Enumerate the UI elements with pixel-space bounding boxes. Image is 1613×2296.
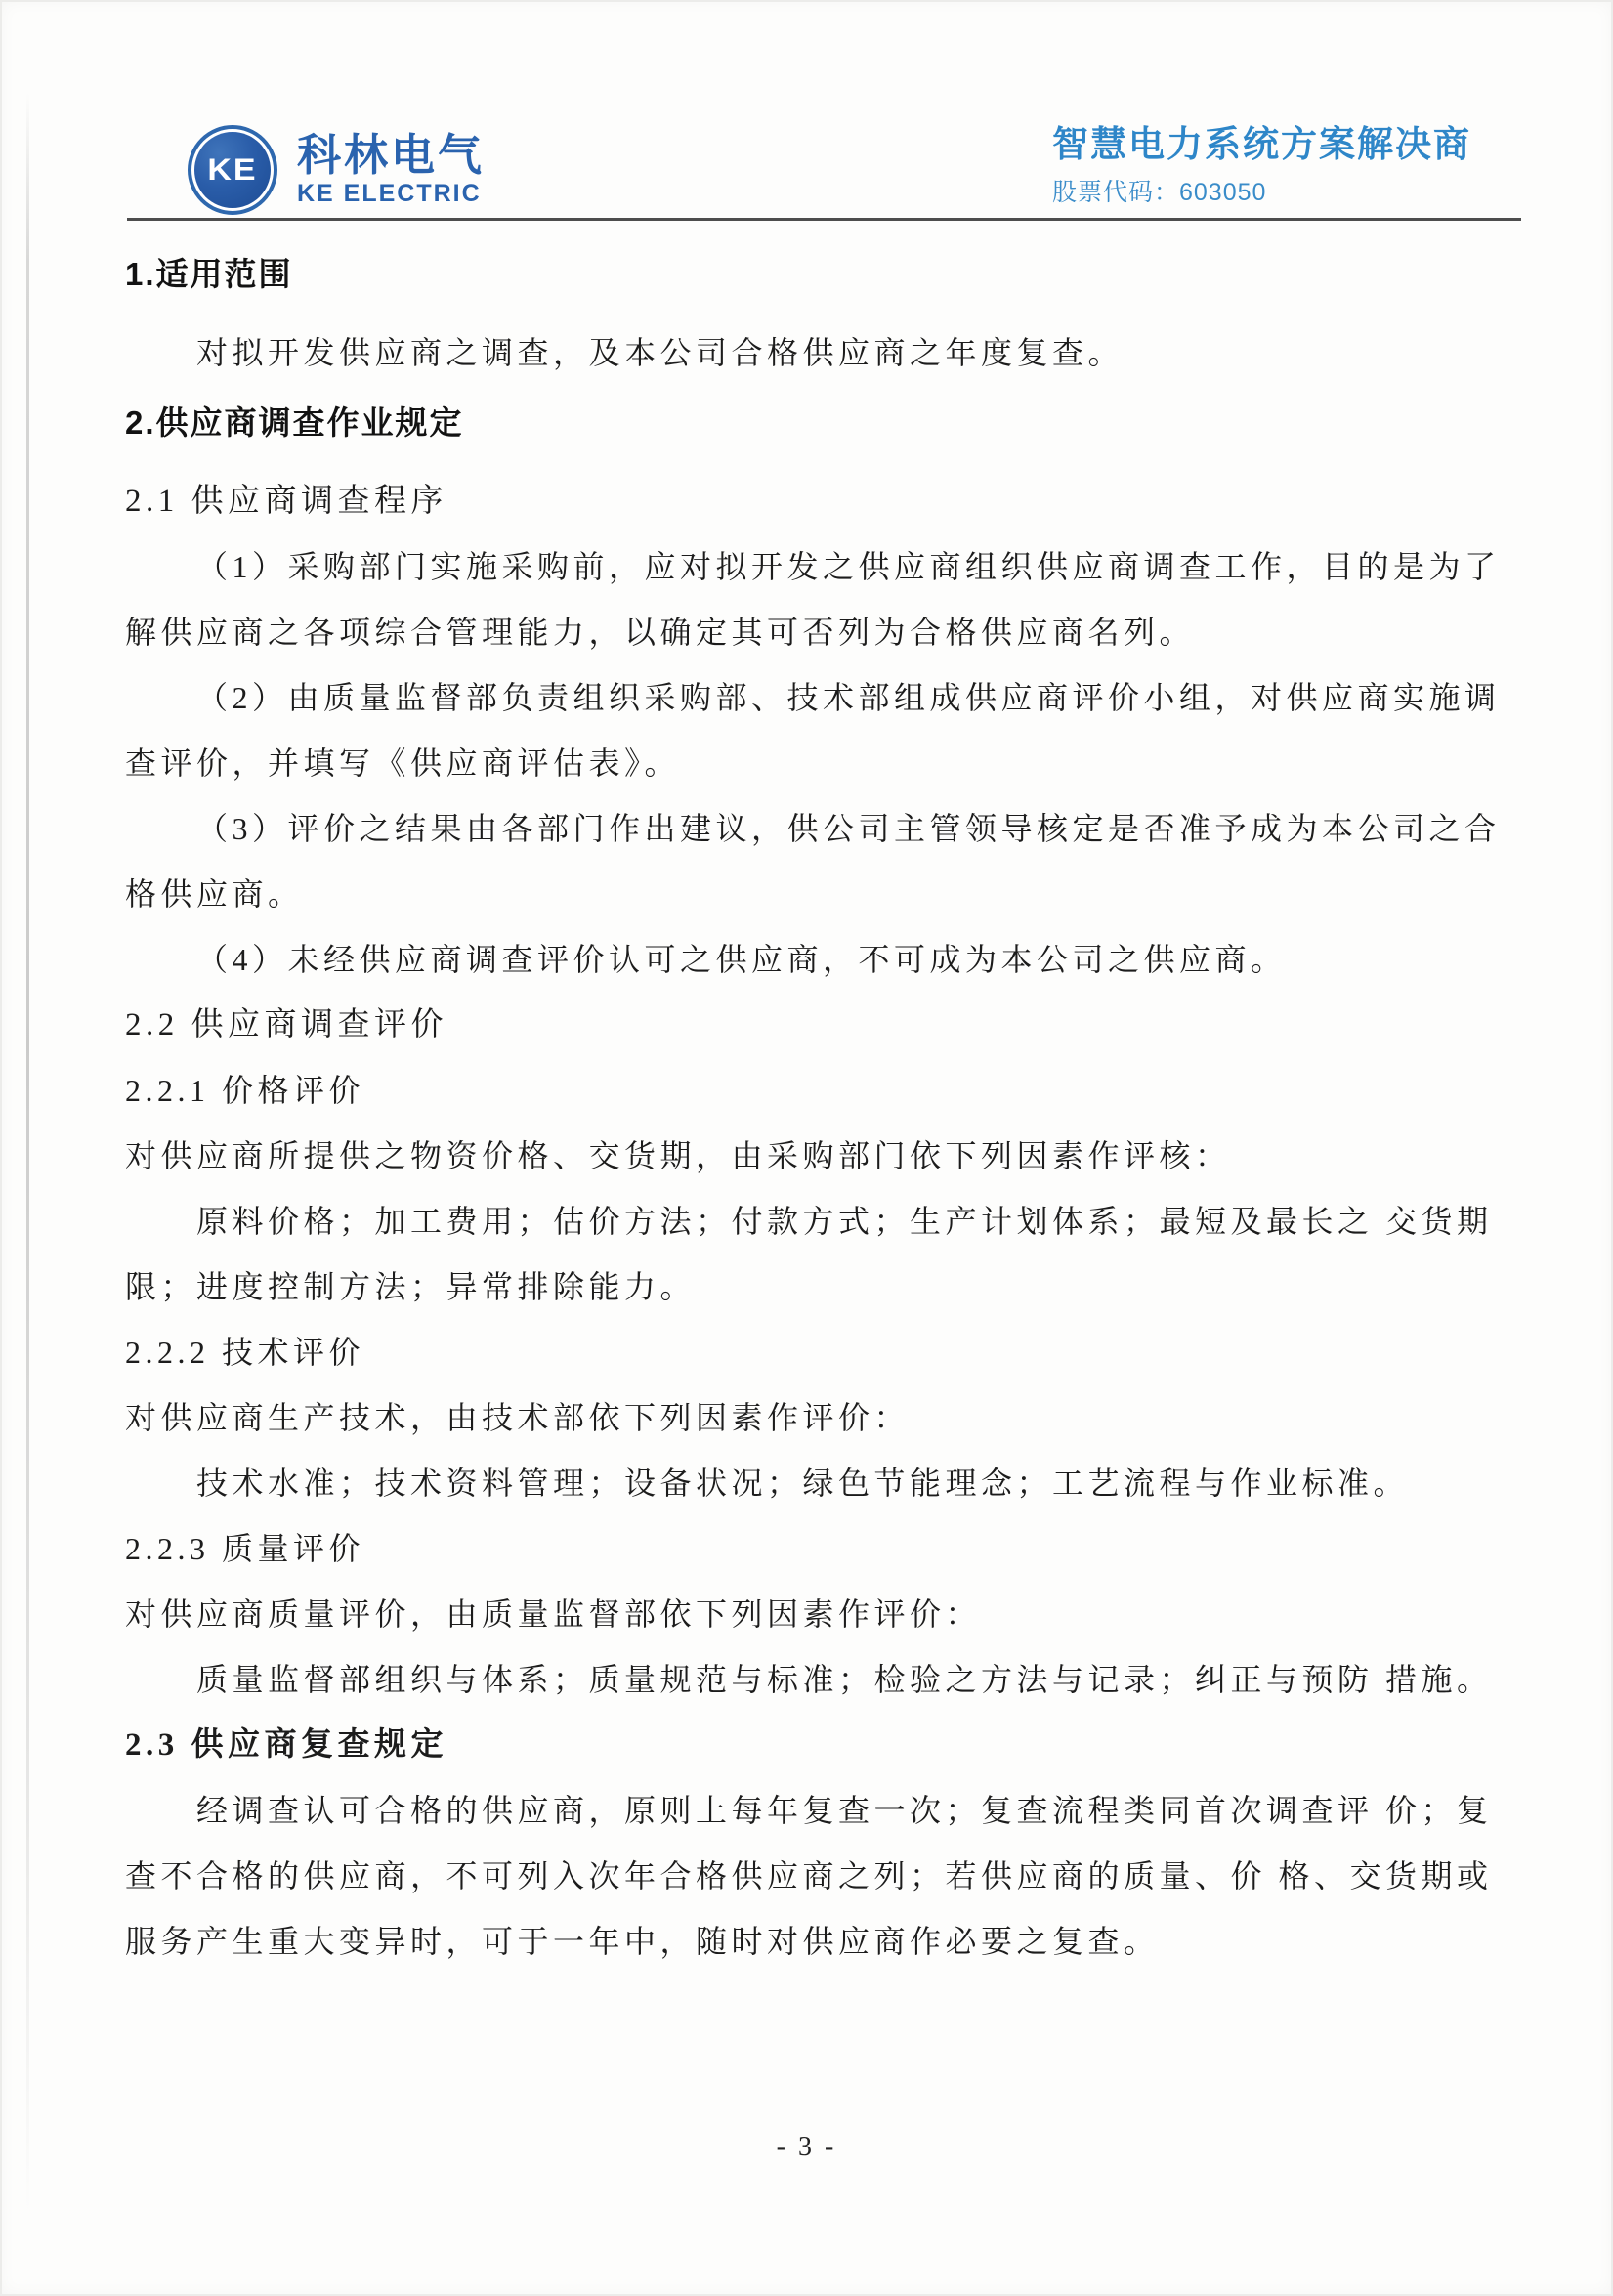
- doc-line: 查评价，并填写《供应商评估表》。: [125, 745, 681, 781]
- page-header: [0, 0, 1613, 225]
- doc-line: 对拟开发供应商之调查，及本公司合格供应商之年度复查。: [196, 335, 1125, 370]
- ke-logo-disc: [194, 132, 271, 208]
- doc-line: 服务产生重大变异时，可于一年中，随时对供应商作必要之复查。: [125, 1924, 1160, 1959]
- company-name-block: [297, 130, 486, 207]
- doc-heading: 2.1 供应商调查程序: [125, 484, 447, 519]
- company-name-cn: 科林电气: [297, 130, 486, 180]
- header-right-block: [1052, 123, 1471, 207]
- doc-line: 技术水准；技术资料管理；设备状况；绿色节能理念；工艺流程与作业标准。: [196, 1466, 1410, 1501]
- document-body: [125, 237, 1527, 1975]
- doc-line: 查不合格的供应商，不可列入次年合格供应商之列；若供应商的质量、价 格、交货期或: [125, 1858, 1493, 1893]
- doc-heading: 2.3 供应商复查规定: [125, 1727, 447, 1763]
- ke-logo-icon: [188, 125, 277, 215]
- doc-line: 质量监督部组织与体系；质量规范与标准；检验之方法与记录；纠正与预防 措施。: [196, 1662, 1493, 1697]
- ke-logo-monogram: KE: [207, 152, 258, 188]
- doc-heading: 2.2 供应商调查评价: [125, 1007, 447, 1042]
- doc-line: （3）评价之结果由各部门作出建议，供公司主管领导核定是否准予成为本公司之合: [196, 811, 1501, 846]
- stock-code: 股票代码：603050: [1052, 179, 1267, 206]
- doc-heading: 2.供应商调查作业规定: [125, 404, 464, 441]
- doc-line: （2）由质量监督部负责组织采购部、技术部组成供应商评价小组，对供应商实施调: [196, 680, 1501, 715]
- doc-line: 格供应商。: [125, 876, 304, 912]
- doc-line: 对供应商质量评价，由质量监督部依下列因素作评价：: [125, 1596, 982, 1632]
- doc-heading: 1.适用范围: [125, 256, 293, 292]
- doc-line: 经调查认可合格的供应商，原则上每年复查一次；复查流程类同首次调查评 价；复: [196, 1793, 1493, 1828]
- scan-shadow-edge: [26, 93, 29, 2213]
- company-tagline: 智慧电力系统方案解决商: [1052, 124, 1471, 164]
- doc-heading: 2.2.1 价格评价: [125, 1073, 365, 1108]
- doc-line: 原料价格；加工费用；估价方法；付款方式；生产计划体系；最短及最长之 交货期: [196, 1204, 1493, 1239]
- page-number: - 3 -: [776, 2132, 837, 2162]
- company-name-en: KE ELECTRIC: [297, 180, 482, 207]
- doc-line: 对供应商所提供之物资价格、交货期，由采购部门依下列因素作评核：: [125, 1138, 1231, 1173]
- doc-line: （1）采购部门实施采购前，应对拟开发之供应商组织供应商调查工作，目的是为了: [196, 549, 1501, 584]
- doc-line: 对供应商生产技术，由技术部依下列因素作评价：: [125, 1400, 911, 1435]
- company-logo: [188, 125, 485, 215]
- doc-line: 限；进度控制方法；异常排除能力。: [125, 1269, 697, 1304]
- doc-heading: 2.2.3 质量评价: [125, 1531, 365, 1566]
- header-divider: [127, 218, 1521, 221]
- doc-line: 解供应商之各项综合管理能力，以确定其可否列为合格供应商名列。: [125, 615, 1196, 650]
- doc-heading: 2.2.2 技术评价: [125, 1335, 365, 1370]
- doc-line: （4）未经供应商调查评价认可之供应商，不可成为本公司之供应商。: [196, 942, 1287, 977]
